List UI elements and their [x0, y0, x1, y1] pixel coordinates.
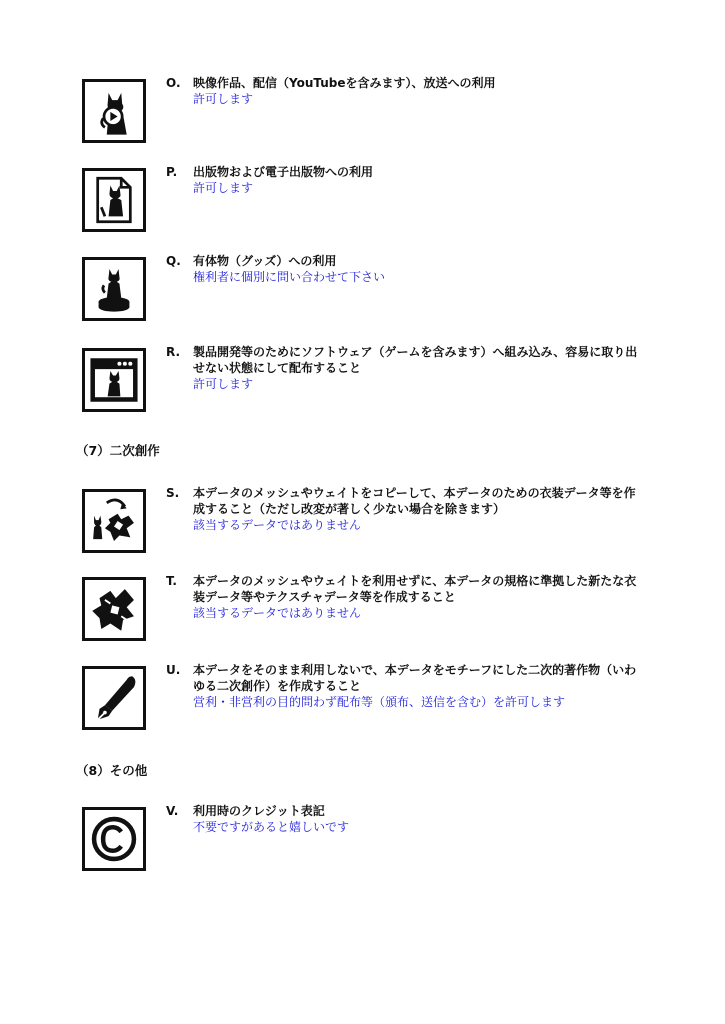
copy-outfit-icon [82, 489, 146, 553]
item-answer: 不要ですがあると嬉しいです [193, 820, 350, 834]
document-cat-icon [82, 168, 146, 232]
item-title-line1: 本データのメッシュやウェイトをコピーして、本データのための衣装データ等を作 [193, 486, 636, 500]
item-answer: 該当するデータではありません [193, 606, 362, 620]
item-title: 映像作品、配信（YouTubeを含みます）、放送への利用 [193, 76, 496, 90]
item-answer: 権利者に個別に問い合わせて下さい [193, 270, 386, 284]
item-answer: 許可します [193, 377, 254, 391]
item-title-line1: 本データをそのまま利用しないで、本データをモチーフにした二次的著作物（いわ [193, 663, 637, 677]
item-answer: 営利・非営利の目的問わず配布等（頒布、送信を含む）を許可します [193, 695, 566, 709]
item-title: 出版物および電子出版物への利用 [193, 165, 374, 179]
item-title: 利用時のクレジット表記 [193, 804, 325, 818]
outfit-icon [82, 577, 146, 641]
item-title: 有体物（グッズ）への利用 [193, 254, 337, 268]
item-title-line2: ゆる二次創作）を作成すること [193, 679, 362, 693]
section-heading-8: （8）その他 [76, 763, 148, 778]
software-window-icon [82, 348, 146, 412]
item-title-line2: せない状態にして配布すること [193, 361, 362, 375]
item-title-line2: 装データ等やテクスチャデータ等を作成すること [193, 590, 456, 604]
pen-nib-icon [82, 666, 146, 730]
item-answer: 該当するデータではありません [193, 518, 362, 532]
item-title-line1: 製品開発等のためにソフトウェア（ゲームを含みます）へ組み込み、容易に取り出 [193, 345, 638, 359]
copyright-icon [82, 807, 146, 871]
item-answer: 許可します [193, 92, 254, 106]
section-heading-7: （7）二次創作 [76, 443, 160, 458]
item-answer: 許可します [193, 181, 254, 195]
item-title-line1: 本データのメッシュやウェイトを利用せずに、本データの規格に準拠した新たな衣 [193, 574, 637, 588]
item-title-line2: 成すること（ただし改変が著しく少ない場合を除きます） [193, 502, 506, 516]
goods-cat-icon [82, 257, 146, 321]
video-cat-icon [82, 79, 146, 143]
